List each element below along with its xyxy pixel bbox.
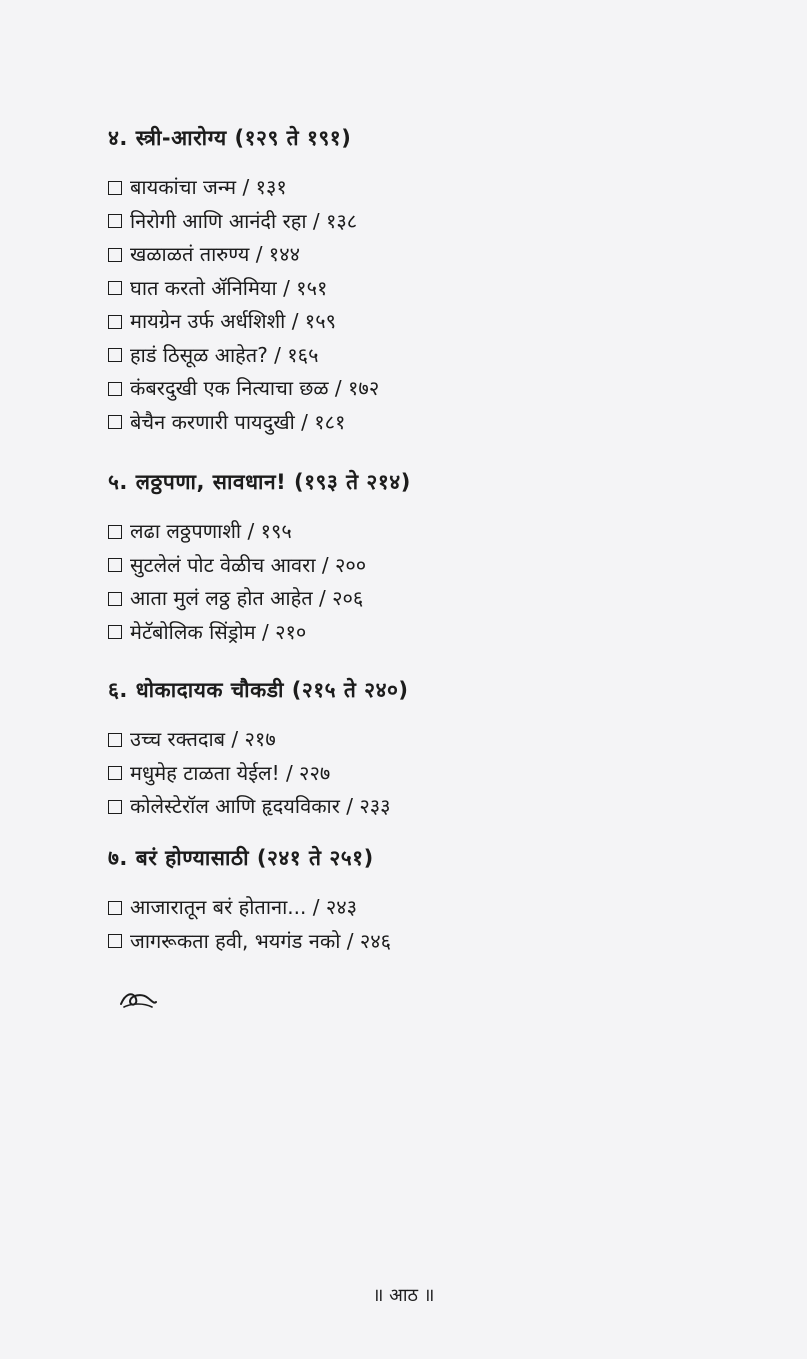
list-item	[108, 757, 668, 791]
section-title: ४. स्त्री-आरोग्य (१२९ ते १९१)	[108, 126, 352, 150]
section-title: ६. धोकादायक चौकडी (२१५ ते २४०)	[108, 678, 409, 702]
list-item-text: मधुमेह टाळता येईल! / २२७	[130, 760, 331, 785]
section-obesity	[108, 470, 668, 649]
checkbox-square-icon	[108, 415, 122, 429]
list-item	[108, 171, 668, 205]
section-title: ५. लठ्ठपणा, सावधान! (१९३ ते २१४)	[108, 470, 411, 494]
checkbox-square-icon	[108, 934, 122, 948]
checkbox-square-icon	[108, 625, 122, 639]
list-item-text: लढा लठ्ठपणाशी / १९५	[130, 519, 292, 544]
list-item	[108, 582, 668, 616]
list-item-text: निरोगी आणि आनंदी रहा / १३८	[130, 208, 358, 233]
list-item	[108, 925, 668, 959]
contents-list	[108, 891, 668, 958]
checkbox-square-icon	[108, 214, 122, 228]
list-item	[108, 372, 668, 406]
list-item-text: कंबरदुखी एक नित्याचा छळ / १७२	[130, 376, 380, 401]
list-item-text: घात करतो ॲनिमिया / १५१	[130, 275, 328, 300]
list-item-text: आजारातून बरं होताना... / २४३	[130, 895, 358, 920]
list-item	[108, 272, 668, 306]
contents-list	[108, 171, 668, 439]
checkbox-square-icon	[108, 766, 122, 780]
page-number-footer: ॥ आठ ॥	[372, 1285, 435, 1306]
checkbox-square-icon	[108, 800, 122, 814]
list-item-text: बायकांचा जन्म / १३१	[130, 175, 287, 200]
checkbox-square-icon	[108, 181, 122, 195]
checkbox-square-icon	[108, 901, 122, 915]
checkbox-square-icon	[108, 281, 122, 295]
list-item	[108, 238, 668, 272]
list-item	[108, 891, 668, 925]
list-item-text: हाडं ठिसूळ आहेत? / १६५	[130, 342, 319, 367]
checkbox-square-icon	[108, 382, 122, 396]
list-item-text: उच्च रक्तदाब / २१७	[130, 727, 276, 752]
list-item	[108, 616, 668, 650]
list-item-text: मेटॅबोलिक सिंड्रोम / २१०	[130, 619, 307, 644]
list-item-text: मायग्रेन उर्फ अर्धशिशी / १५९	[130, 309, 337, 334]
checkbox-square-icon	[108, 592, 122, 606]
list-item	[108, 790, 668, 824]
checkbox-square-icon	[108, 733, 122, 747]
section-title: ७. बरं होण्यासाठी (२४१ ते २५१)	[108, 846, 374, 870]
section-women-health	[108, 126, 668, 439]
list-item	[108, 515, 668, 549]
list-item	[108, 205, 668, 239]
list-item-text: आता मुलं लठ्ठ होत आहेत / २०६	[130, 586, 364, 611]
flourish-ornament-icon	[118, 988, 158, 1010]
list-item	[108, 305, 668, 339]
section-dangerous-four	[108, 678, 668, 824]
list-item	[108, 339, 668, 373]
list-item-text: खळाळतं तारुण्य / १४४	[130, 242, 300, 267]
list-item	[108, 406, 668, 440]
checkbox-square-icon	[108, 348, 122, 362]
list-item-text: सुटलेलं पोट वेळीच आवरा / २००	[130, 552, 367, 577]
contents-list	[108, 515, 668, 649]
list-item-text: बेचैन करणारी पायदुखी / १८१	[130, 409, 346, 434]
list-item	[108, 549, 668, 583]
list-item-text: जागरूकता हवी, भयगंड नको / २४६	[130, 928, 392, 953]
checkbox-square-icon	[108, 315, 122, 329]
list-item	[108, 723, 668, 757]
checkbox-square-icon	[108, 558, 122, 572]
list-item-text: कोलेस्टेरॉल आणि हृदयविकार / २३३	[130, 794, 391, 819]
checkbox-square-icon	[108, 248, 122, 262]
contents-list	[108, 723, 668, 824]
section-recovery	[108, 846, 668, 958]
checkbox-square-icon	[108, 525, 122, 539]
